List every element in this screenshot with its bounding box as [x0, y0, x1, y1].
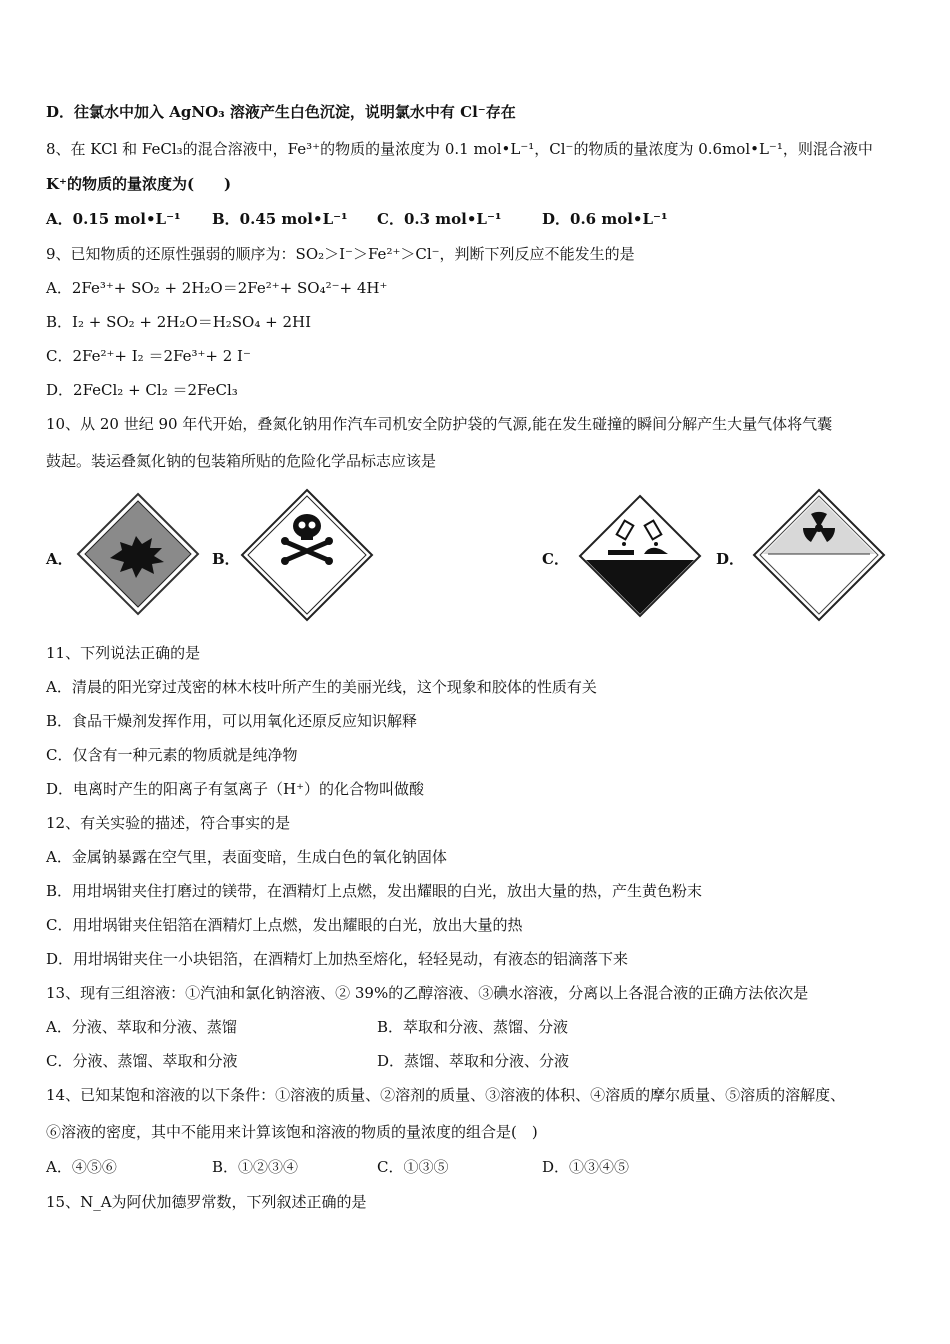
q10-stem-line2: 鼓起。装运叠氮化钠的包装箱所贴的危险化学品标志应该是 — [46, 452, 437, 470]
q13-stem: 13、现有三组溶液：①汽油和氯化钠溶液、② 39%的乙醇溶液、③碘水溶液，分离以上各混合液的正确方法依次是 — [46, 984, 809, 1002]
q12-option-c: C．用坩埚钳夹住铝箔在酒精灯上点燃，发出耀眼的白光，放出大量的热 — [46, 916, 523, 934]
q12-option-b: B．用坩埚钳夹住打磨过的镁带，在酒精灯上点燃，发出耀眼的白光，放出大量的热，产生黄色粉末 — [46, 882, 703, 900]
q8-stem-line1: 8、在 KCl 和 FeCl₃的混合溶液中，Fe³⁺的物质的量浓度为 0.1 mol•L⁻¹，Cl⁻的物质的量浓度为 0.6mol•L⁻¹，则混合液中 — [46, 140, 873, 158]
q9-stem: 9、已知物质的还原性强弱的顺序为：SO₂＞I⁻＞Fe²⁺＞Cl⁻，判断下列反应不能发生的是 — [46, 245, 635, 263]
q11-stem: 11、下列说法正确的是 — [46, 644, 201, 662]
q12-option-d: D．用坩埚钳夹住一小块铝箔，在酒精灯上加热至熔化，轻轻晃动，有液态的铝滴落下来 — [46, 950, 629, 968]
q13-option-c: C．分液、蒸馏、萃取和分液 — [46, 1052, 238, 1070]
q11-option-a: A．清晨的阳光穿过茂密的林木枝叶所产生的美丽光线，这个现象和胶体的性质有关 — [46, 678, 597, 696]
q14-option-d: D．①③④⑤ — [542, 1158, 630, 1176]
q12-stem: 12、有关实验的描述，符合事实的是 — [46, 814, 291, 832]
q8-option-c: C．0.3 mol•L⁻¹ — [377, 210, 502, 228]
q10-label-c: C． — [542, 550, 569, 568]
q10-label-d: D． — [716, 550, 745, 568]
corrosive-sign-icon — [578, 494, 702, 618]
q9-option-a: A．2Fe³⁺+ SO₂ + 2H₂O＝2Fe²⁺+ SO₄²⁻+ 4H⁺ — [46, 279, 388, 297]
q15-stem: 15、N_A为阿伏加德罗常数，下列叙述正确的是 — [46, 1193, 367, 1211]
q11-option-d: D．电离时产生的阳离子有氢离子（H⁺）的化合物叫做酸 — [46, 780, 425, 798]
q9-option-d: D．2FeCl₂ + Cl₂ ＝2FeCl₃ — [46, 381, 238, 399]
q9-option-b: B．I₂ + SO₂ + 2H₂O＝H₂SO₄ + 2HI — [46, 313, 312, 331]
q10-stem-line1: 10、从 20 世纪 90 年代开始，叠氮化钠用作汽车司机安全防护袋的气源,能在发生碰撞的瞬间分解产生大量气体将气囊 — [46, 415, 833, 433]
toxic-sign-icon — [240, 488, 374, 622]
q14-option-b: B．①②③④ — [212, 1158, 299, 1176]
q11-option-b: B．食品干燥剂发挥作用，可以用氧化还原反应知识解释 — [46, 712, 418, 730]
q8-option-a: A．0.15 mol•L⁻¹ — [46, 210, 181, 228]
q8-stem-line2: K⁺的物质的量浓度为( ) — [46, 175, 232, 193]
q10-label-b: B． — [212, 550, 240, 568]
q10-label-a: A． — [46, 550, 73, 568]
radioactive-sign-icon — [752, 488, 886, 622]
q9-option-c: C．2Fe²⁺+ I₂ ＝2Fe³⁺+ 2 I⁻ — [46, 347, 251, 365]
q8-option-d: D．0.6 mol•L⁻¹ — [542, 210, 668, 228]
q11-option-c: C．仅含有一种元素的物质就是纯净物 — [46, 746, 298, 764]
q14-option-c: C．①③⑤ — [377, 1158, 449, 1176]
q13-option-b: B．萃取和分液、蒸馏、分液 — [377, 1018, 569, 1036]
q7-option-d: D．往氯水中加入 AgNO₃ 溶液产生白色沉淀，说明氯水中有 Cl⁻存在 — [46, 103, 516, 121]
q14-stem-line1: 14、已知某饱和溶液的以下条件：①溶液的质量、②溶剂的质量、③溶液的体积、④溶质的摩尔质量、⑤溶质的溶解度、 — [46, 1086, 846, 1104]
q8-option-b: B．0.45 mol•L⁻¹ — [212, 210, 348, 228]
q12-option-a: A．金属钠暴露在空气里，表面变暗，生成白色的氧化钠固体 — [46, 848, 447, 866]
q13-option-d: D．蒸馏、萃取和分液、分液 — [377, 1052, 570, 1070]
q14-option-a: A．④⑤⑥ — [46, 1158, 117, 1176]
explosive-sign-icon — [76, 492, 200, 616]
q13-option-a: A．分液、萃取和分液、蒸馏 — [46, 1018, 237, 1036]
q14-stem-line2: ⑥溶液的密度，其中不能用来计算该饱和溶液的物质的量浓度的组合是( ) — [46, 1123, 538, 1141]
